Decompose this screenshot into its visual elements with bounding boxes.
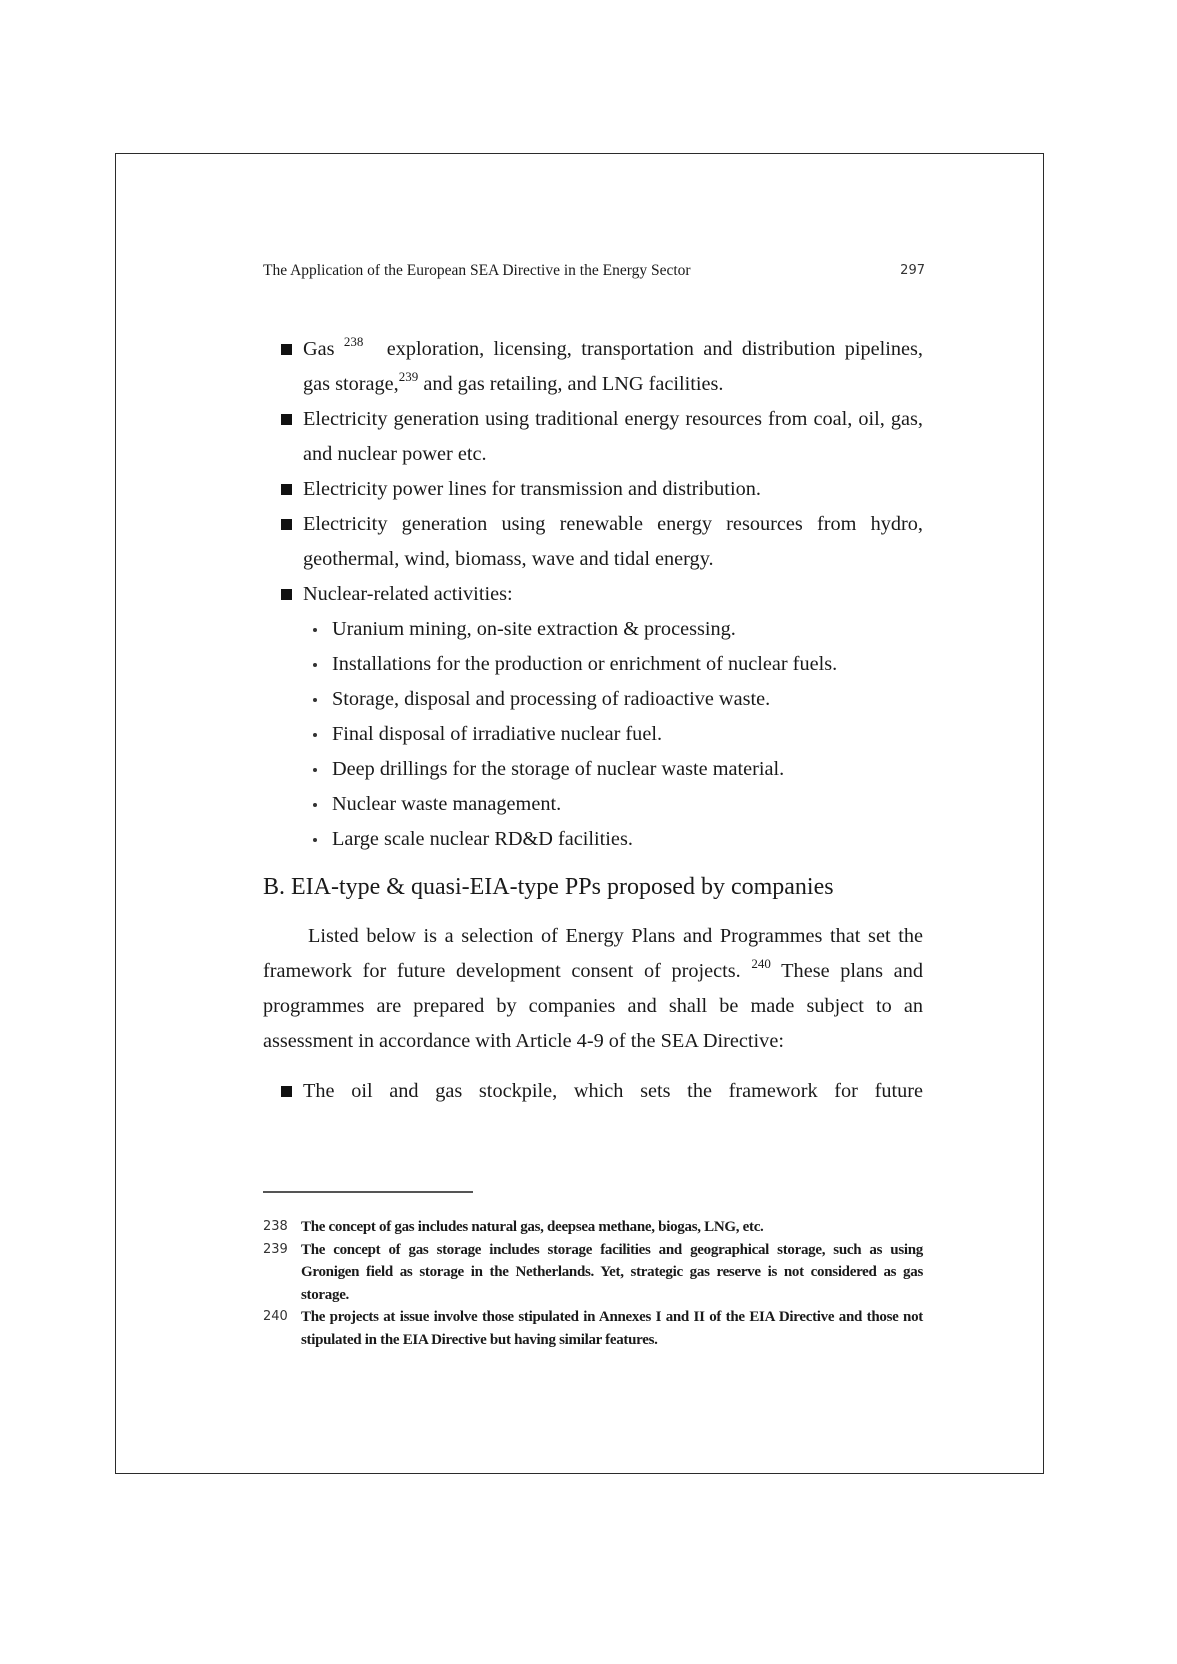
sub-list-item-text: Large scale nuclear RD&D facilities. [332,828,633,850]
body-text [263,332,923,1109]
footnote-text: The concept of gas storage includes storage facilities and geographical storage, such as using Gronigen field as storage in the Netherlands. Yet, strategic gas reserve is not considered as gas storage. [301,1241,923,1303]
sub-list-item [303,787,923,822]
list-item [263,507,923,577]
square-bullet-icon [281,484,292,495]
sub-list-item-text: Final disposal of irradiative nuclear fuel. [332,723,663,745]
list-item-text: exploration, licensing, transportation and distribution pipelines, gas storage, [303,338,923,395]
dot-bullet-icon [313,768,317,772]
list-item [263,472,923,507]
footnote [263,1306,923,1351]
dot-bullet-icon [313,803,317,807]
sub-list-item-text: Nuclear waste management. [332,793,562,815]
footnotes [263,1216,923,1352]
dot-bullet-icon [313,838,317,842]
footnote-number: 240 [263,1309,288,1325]
running-head-title: The Application of the European SEA Directive in the Energy Sector [263,262,691,279]
footnote-number: 238 [263,1219,288,1234]
list-item-text: The oil and gas stockpile, which sets the framework for future [303,1080,923,1102]
list-item [263,1074,923,1109]
list-item-text: Electricity generation using renewable energy resources from hydro, geothermal, wind, biomass, wave and tidal energy. [303,513,923,570]
footnote-ref[interactable]: 239 [398,369,419,384]
sub-list-item [303,822,923,857]
section-heading: B. EIA-type & quasi-EIA-type PPs proposed by companies [263,874,834,900]
footnote-separator [263,1191,473,1193]
sub-list-item [303,612,923,647]
list-item-text: Electricity power lines for transmission and distribution. [303,478,761,500]
sub-list-item-text: Deep drillings for the storage of nuclear waste material. [332,758,785,780]
square-bullet-icon [281,1086,292,1097]
dot-bullet-icon [313,663,317,667]
energy-activities-list [263,332,923,612]
page-number: 297 [900,263,925,278]
list-item-nuclear [263,577,923,612]
list-item-text: Nuclear-related activities: [303,583,513,605]
sub-list-item [303,752,923,787]
square-bullet-icon [281,344,292,355]
dot-bullet-icon [313,628,317,632]
company-plans-list [263,1074,923,1109]
list-item-text: and gas retailing, and LNG facilities. [423,373,724,395]
footnote [263,1239,923,1307]
list-item-text: Gas [303,338,335,360]
list-item-text: Electricity generation using traditional energy resources from coal, oil, gas, and nuclear power etc. [303,408,923,465]
sub-list-item-text: Uranium mining, on-site extraction & processing. [332,618,736,640]
dot-bullet-icon [313,733,317,737]
list-item-gas [263,332,923,402]
sub-list-item-text: Storage, disposal and processing of radioactive waste. [332,688,771,710]
sub-list-item-text: Installations for the production or enrichment of nuclear fuels. [332,653,838,675]
footnote-text: The projects at issue involve those stipulated in Annexes I and II of the EIA Directive and those not stipulated in the EIA Directive but having similar features. [301,1309,923,1348]
paragraph-text: These plans and programmes are prepared by companies and shall be made subject to an assessment in accordance with Article 4-9 of the SEA Directive: [263,960,923,1052]
footnote-ref[interactable]: 240 [751,956,771,971]
paragraph-text: Listed below is a selection of Energy Plans and Programmes that set the framework for future development consent of projects. [263,925,923,982]
square-bullet-icon [281,589,292,600]
sub-list-item [303,717,923,752]
section-paragraph [263,919,923,1059]
footnote [263,1216,923,1239]
square-bullet-icon [281,519,292,530]
dot-bullet-icon [313,698,317,702]
list-item [263,402,923,472]
square-bullet-icon [281,414,292,425]
running-head [263,262,925,284]
nuclear-activities-list [263,612,923,857]
footnote-ref[interactable]: 238 [343,334,364,349]
footnote-text: The concept of gas includes natural gas, deepsea methane, biogas, LNG, etc. [301,1219,764,1235]
sub-list-item [303,647,923,682]
footnote-number: 239 [263,1241,288,1257]
sub-list-item [303,682,923,717]
